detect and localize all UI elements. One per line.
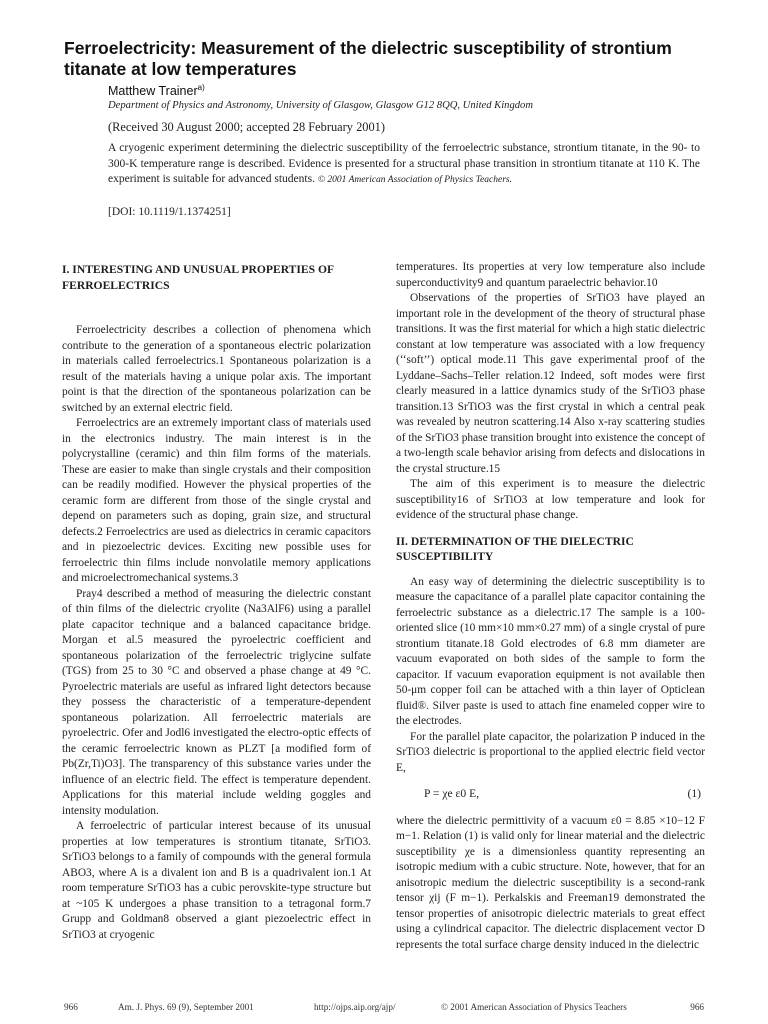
section-heading-2: II. DETERMINATION OF THE DIELECTRIC SUSCEPTIBILITY xyxy=(396,534,634,563)
footer-url[interactable]: http://ojps.aip.org/ajp/ xyxy=(314,1002,396,1012)
doi: [DOI: 10.1119/1.1374251] xyxy=(108,206,231,218)
author-line xyxy=(108,83,205,98)
paragraph: The aim of this experiment is to measure the dielectric susceptibility16 of SrTiO3 at low temperature and look for evidence of the structural phase change. xyxy=(396,478,705,521)
section-heading-1: I. INTERESTING AND UNUSUAL PROPERTIES OF FERROELECTRICS xyxy=(62,263,334,292)
page-footer xyxy=(64,1002,704,1016)
paragraph: Pray4 described a method of measuring the dielectric constant of thin films of the dielectric cryolite (Na3AlF6) using a parallel plate capacitor technique and a balanced capacitance bridge. Morgan et al.5 measured the pyroelectric coefficient and spontaneous polarization of the ferroelectric triglycine sulfate (TGS) from 25 to 30 °C and observed a phase change at 49 °C. Pyroelectric materials are useful as infrared light detectors because they possess the characteristic of a temperature-dependent spontaneous polarization. All ferroelectric materials are pyroelectric. Ofer and Jodl6 investigated the electro-optic effects of the ceramic ferroelectric known as PLZT [a modified form of Pb(Zr,Ti)O3]. The transparency of this substance varies under the influence of an electric field. The effect is temperature dependent. Applications for this material include welding goggles and intensity modulation. xyxy=(62,587,371,817)
abstract xyxy=(108,141,700,189)
author-name: Matthew Trainer xyxy=(108,84,198,99)
affiliation: Department of Physics and Astronomy, University of Glasgow, Glasgow G12 8QQ, United Kingdom xyxy=(108,100,534,111)
paragraph: temperatures. Its properties at very low temperature also include superconductivity9 and quantum paraelectric behavior.10 xyxy=(396,261,705,289)
footer-page-number-left: 966 xyxy=(64,1002,78,1012)
right-column xyxy=(396,260,705,953)
abstract-text: A cryogenic experiment determining the dielectric susceptibility of the ferroelectric substance, strontium titanate, in the 90- to 300-K temperature range is described. Evidence is presented for a structural phase transition in strontium titanate at 110 K. The experiment is suitable for advanced students. xyxy=(108,142,700,186)
author-footnote-marker: a) xyxy=(197,83,205,92)
paper-title: Ferroelectricity: Measurement of the dielectric susceptibility of strontium titanate at low temperatures xyxy=(64,38,672,79)
paragraph: A ferroelectric of particular interest because of its unusual properties at low temperatures is strontium titanate, SrTiO3. SrTiO3 belongs to a family of compounds with the general formula ABO3, where A is a divalent ion and B is a quadrivalent ion.1 At room temperature SrTiO3 has a cubic perovskite-type structure but at ~105 K undergoes a phase transition to a tetragonal form.7 Grupp and Goldman8 observed a giant piezoelectric effect in SrTiO3 at cryogenic xyxy=(62,820,371,941)
abstract-copyright: © 2001 American Association of Physics Teachers. xyxy=(317,175,512,186)
paragraph: For the parallel plate capacitor, the polarization P induced in the SrTiO3 dielectric is proportional to the applied electric field vector E, xyxy=(396,730,705,774)
equation-body: P = χe ε0 E, xyxy=(424,787,480,800)
equation-number: (1) xyxy=(687,787,701,800)
footer-copyright: © 2001 American Association of Physics Teachers xyxy=(441,1002,627,1012)
paragraph: where the dielectric permittivity of a vacuum ε0 = 8.85 ×10−12 F m−1. Relation (1) is valid only for linear material and the dielectric susceptibility χe is a dimensionless quantity representing an isotropic medium with a cubic structure. Note, however, that for an anisotropic medium the dielectric susceptibility is a second-rank tensor χij (F m−1). Perkalskis and Freeman19 demonstrated the tensor properties of anisotropic dielectric materials to great effect using a cylindrical capacitor. The dielectric displacement vector D represents the total surface charge density induced in the dielectric xyxy=(396,814,705,951)
footer-page-number-right: 966 xyxy=(690,1002,704,1012)
paragraph: Ferroelectricity describes a collection of phenomena which contribute to the generation of a spontaneous electric polarization in materials called ferroelectrics.1 Spontaneous polarization is a result of the materials having a unique polar axis. The important point is that the direction of the spontaneous polarization can be switched by an external electric field. xyxy=(62,324,371,414)
paragraph: An easy way of determining the dielectric susceptibility is to measure the capacitance of a parallel plate capacitor containing the ferroelectric substance as a dielectric.17 The sample is a 100-oriented slice (10 mm×10 mm×0.27 mm) of a single crystal of pure strontium titanate.18 Gold electrodes of 6.8 mm diameter are vacuum evaporated on both sides of the sample to form the capacitor. If vacuum evaporation equipment is not available then 50-μm copper foil can be attached with a thin layer of Opticlean fluid®. Silver paste is used to attach fine enameled copper wire to the electrodes. xyxy=(396,575,705,727)
left-column xyxy=(62,262,371,943)
paragraph: Ferroelectrics are an extremely important class of materials used in the electronics industry. The main interest is in the polycrystalline (ceramic) and thin film forms of the materials. These are easier to make than single crystals and their composition can be readily modified. However the physical properties of the ceramic form are different from those of the single crystal and depend on parameters such as doping, grain size, and structural defects.2 Ferroelectrics are used as dielectrics in ceramic capacitors and in piezoelectric devices. Exciting new possible uses for ferroelectric thin films include nonvolatile memory applications and microelectromechanical systems.3 xyxy=(62,417,371,584)
received-dates: (Received 30 August 2000; accepted 28 February 2001) xyxy=(108,120,385,134)
paragraph: Observations of the properties of SrTiO3 have played an important role in the development of the theory of structural phase transitions. It was the first material for which a high static dielectric constant at low temperature was associated with a low frequency (‘‘soft’’) optical mode.11 This gave experimental proof of the Lyddane–Sachs–Teller relation.12 Indeed, soft modes were first clearly measured in a lattice dynamics study of the SrTiO3 phase transition.13 SrTiO3 was the first crystal in which a central peak was revealed by neutron scattering.14 Also x-ray scattering studies of the SrTiO3 phase transition brought into existence the concept of a two-length scale behavior arising from defects and dislocations in the crystal structure.15 xyxy=(396,292,705,475)
equation-1 xyxy=(396,786,705,802)
footer-journal: Am. J. Phys. 69 (9), September 2001 xyxy=(118,1002,254,1012)
